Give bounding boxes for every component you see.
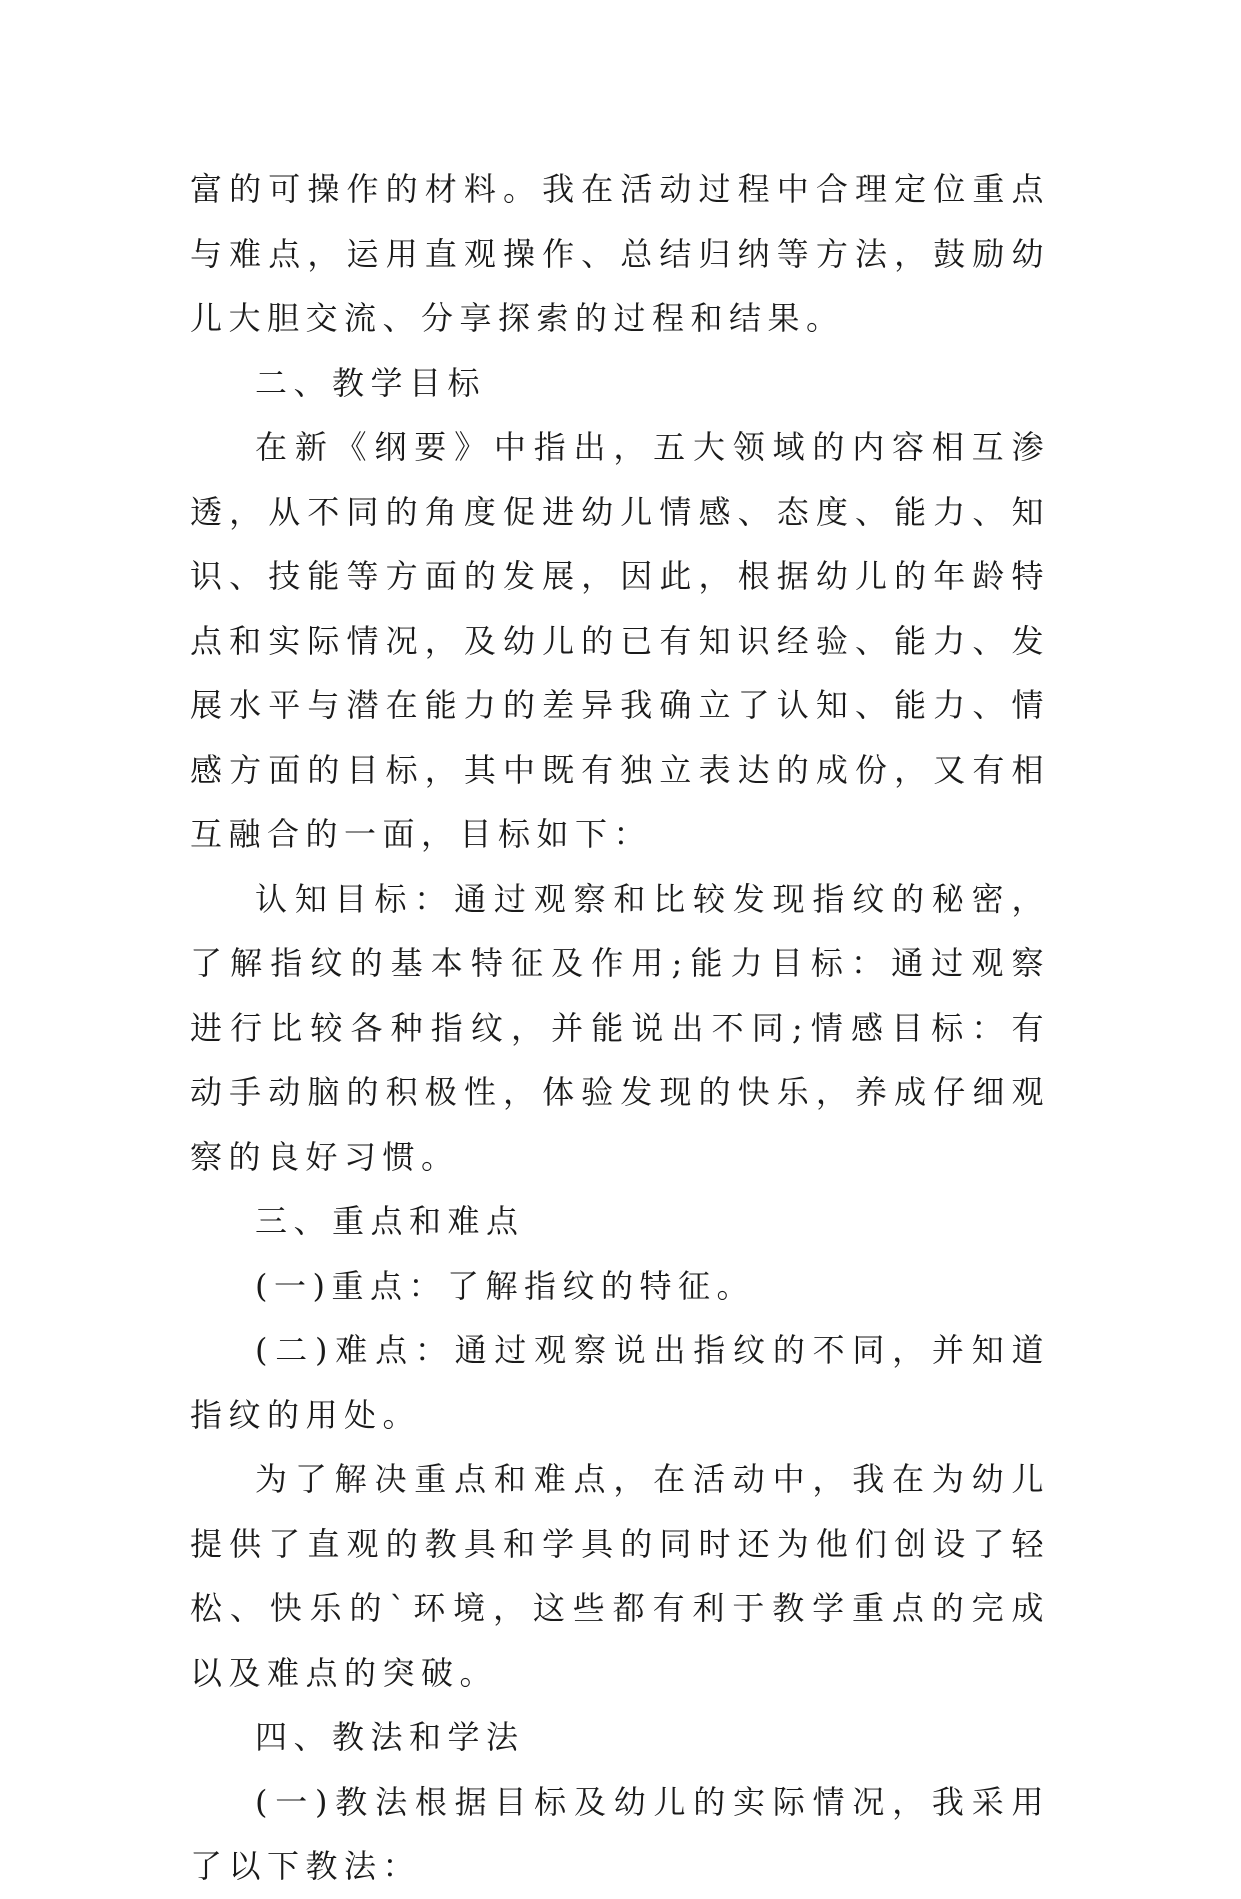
paragraph-teaching-method: (一)教法根据目标及幼儿的实际情况，我采用了以下教法： (190, 1782, 1050, 1885)
heading-key-points: 三、重点和难点 (255, 1202, 525, 1240)
paragraph-difficulty: (二)难点：通过观察说出指纹的不同，并知道指纹的用处。 (190, 1331, 1050, 1434)
paragraph-outline: 在新《纲要》中指出，五大领域的内容相互渗透，从不同的角度促进幼儿情感、态度、能力、知识、技能等方面的发展，因此，根据幼儿的年龄特点和实际情况，及幼儿的已有知识经验、能力、发展水平与潜在能力的差异我确立了认知、能力、情感方面的目标，其中既有独立表达的成份，又有相互融合的一面，目标如下： (190, 428, 1050, 853)
paragraph-goals: 认知目标：通过观察和比较发现指纹的秘密，了解指纹的基本特征及作用;能力目标：通过观察进行比较各种指纹，并能说出不同;情感目标：有动手动脑的积极性，体验发现的快乐，养成仔细观察的良好习惯。 (190, 879, 1050, 1176)
paragraph-key-point: (一)重点：了解指纹的特征。 (255, 1266, 755, 1305)
heading-methods: 四、教法和学法 (255, 1718, 525, 1756)
document-body (190, 157, 1050, 1899)
paragraph-solution: 为了解决重点和难点，在活动中，我在为幼儿提供了直观的教具和学具的同时还为他们创设了轻松、快乐的`环境，这些都有利于教学重点的完成以及难点的突破。 (190, 1460, 1050, 1692)
heading-teaching-goals: 二、教学目标 (255, 363, 487, 402)
paragraph-materials: 富的可操作的材料。我在活动过程中合理定位重点与难点，运用直观操作、总结归纳等方法，鼓励幼儿大胆交流、分享探索的过程和结果。 (190, 170, 1050, 337)
